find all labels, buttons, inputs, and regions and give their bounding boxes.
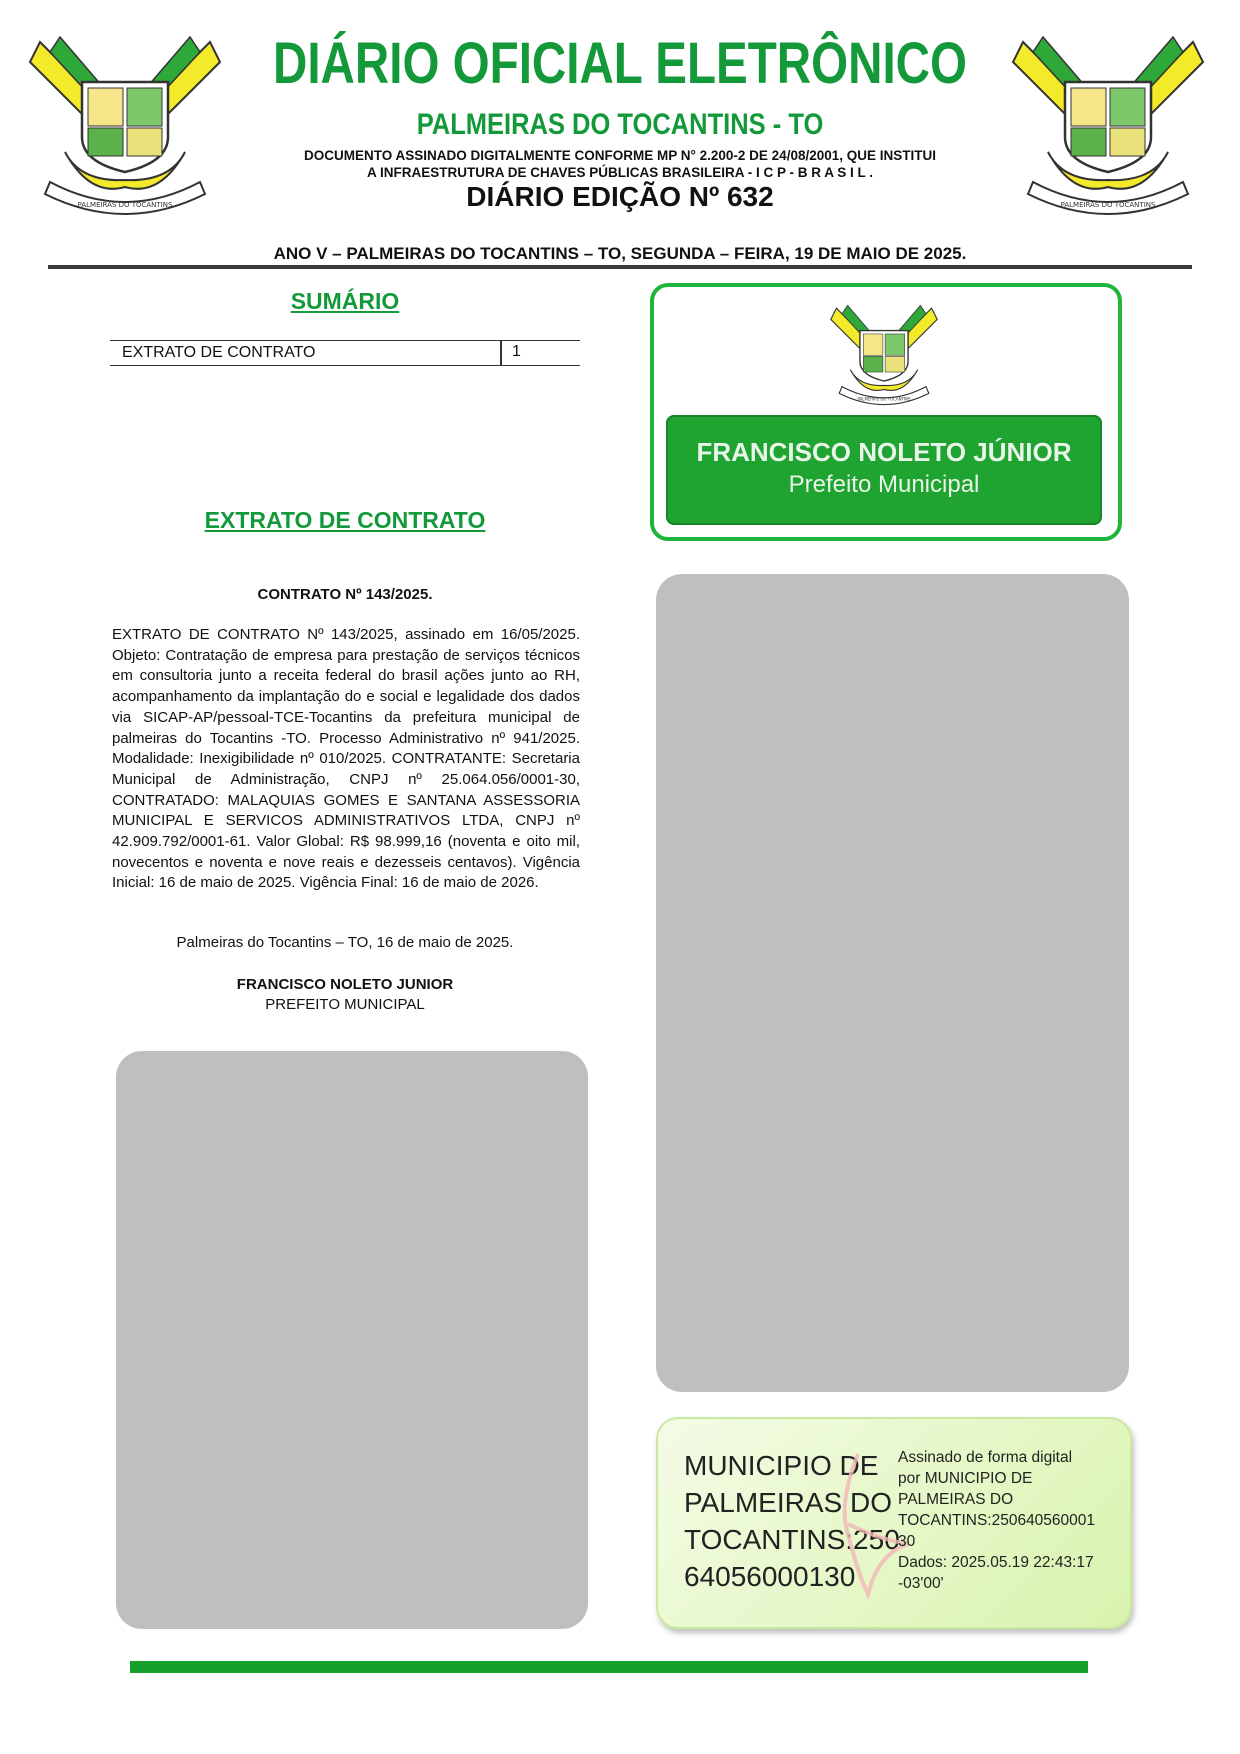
details-line: Assinado de forma digital [898, 1449, 1073, 1466]
placeholder-panel-left [116, 1051, 588, 1629]
signer-role: PREFEITO MUNICIPAL [265, 996, 425, 1013]
date-line: ANO V – PALMEIRAS DO TOCANTINS – TO, SEGUNDA – FEIRA, 19 DE MAIO DE 2025. [273, 244, 967, 263]
mayor-card-crest [824, 297, 944, 409]
gazette-subtitle: PALMEIRAS DO TOCANTINS - TO [416, 108, 824, 141]
mayor-name-banner [666, 415, 1102, 525]
signer-line: PALMEIRAS DO [684, 1487, 892, 1518]
header-divider [48, 265, 1192, 269]
mayor-card [650, 283, 1122, 541]
details-line: PALMEIRAS DO [898, 1491, 1014, 1508]
details-line: Dados: 2025.05.19 22:43:17 [898, 1554, 1094, 1571]
digital-signature-notice [0, 147, 1240, 181]
details-line: 30 [898, 1533, 916, 1550]
footer-bar [130, 1661, 1088, 1673]
signer-line: TOCANTINS:250 [684, 1524, 900, 1555]
mayor-role: Prefeito Municipal [788, 471, 980, 498]
signer-name: FRANCISCO NOLETO JUNIOR [236, 976, 454, 993]
signature-details [898, 1447, 1118, 1594]
contract-number: CONTRATO Nº 143/2025. [257, 586, 433, 603]
details-line: TOCANTINS:250640560001 [898, 1512, 1096, 1529]
mayor-name: FRANCISCO NOLETO JÚNIOR [696, 437, 1072, 467]
edition-number: DIÁRIO EDIÇÃO Nº 632 [466, 181, 774, 212]
summary-item-label[interactable]: EXTRATO DE CONTRATO [122, 344, 316, 361]
summary-title: SUMÁRIO [290, 288, 400, 314]
notice-line-1: DOCUMENTO ASSINADO DIGITALMENTE CONFORME MP N° 2.200-2 DE 24/08/2001, QUE INSTITUI [303, 148, 936, 163]
digital-signature-box[interactable] [656, 1417, 1132, 1629]
placeholder-panel-right [656, 574, 1129, 1392]
details-line: -03'00' [898, 1575, 944, 1592]
place-date: Palmeiras do Tocantins – TO, 16 de maio de 2025. [176, 934, 514, 951]
extract-section-title: EXTRATO DE CONTRATO [204, 507, 486, 533]
summary-table [110, 340, 580, 366]
details-line: por MUNICIPIO DE [898, 1470, 1033, 1487]
table-divider [500, 341, 502, 365]
signer-line: 64056000130 [684, 1561, 856, 1592]
summary-item-page: 1 [512, 343, 521, 360]
contract-body: EXTRATO DE CONTRATO Nº 143/2025, assinado em 16/05/2025. Objeto: Contratação de empresa para prestação de serviços técnicos em consultoria junto a receita federal do brasil ações junto ao RH, acompanhamento da implantação do e social e legalidade dos dados via SICAP-AP/pessoal-TCE-Tocantins da prefeitura municipal de palmeiras do Tocantins -TO. Processo Administrativo nº 941/2025. Modalidade: Inexigibilidade nº 010/2025. CONTRATANTE: Secretaria Municipal de Administração, CNPJ nº 25.064.056/0001-30, CONTRATADO: MALAQUIAS GOMES E SANTANA ASSESSORIA MUNICIPAL E SERVICOS ADMINISTRATIVOS LTDA, CNPJ nº 42.909.792/0001-61. Valor Global: R$ 98.999,16 (noventa e oito mil, novecentos e noventa e nove reais e dezesseis centavos). Vigência Inicial: 16 de maio de 2025. Vigência Final: 16 de maio de 2026. [112, 626, 580, 892]
notice-line-2: A INFRAESTRUTURA DE CHAVES PÚBLICAS BRASILEIRA - I C P - B R A S I L . [366, 165, 874, 180]
signer-line: MUNICIPIO DE [684, 1450, 879, 1481]
gazette-title: DIÁRIO OFICIAL ELETRÔNICO [272, 31, 968, 96]
